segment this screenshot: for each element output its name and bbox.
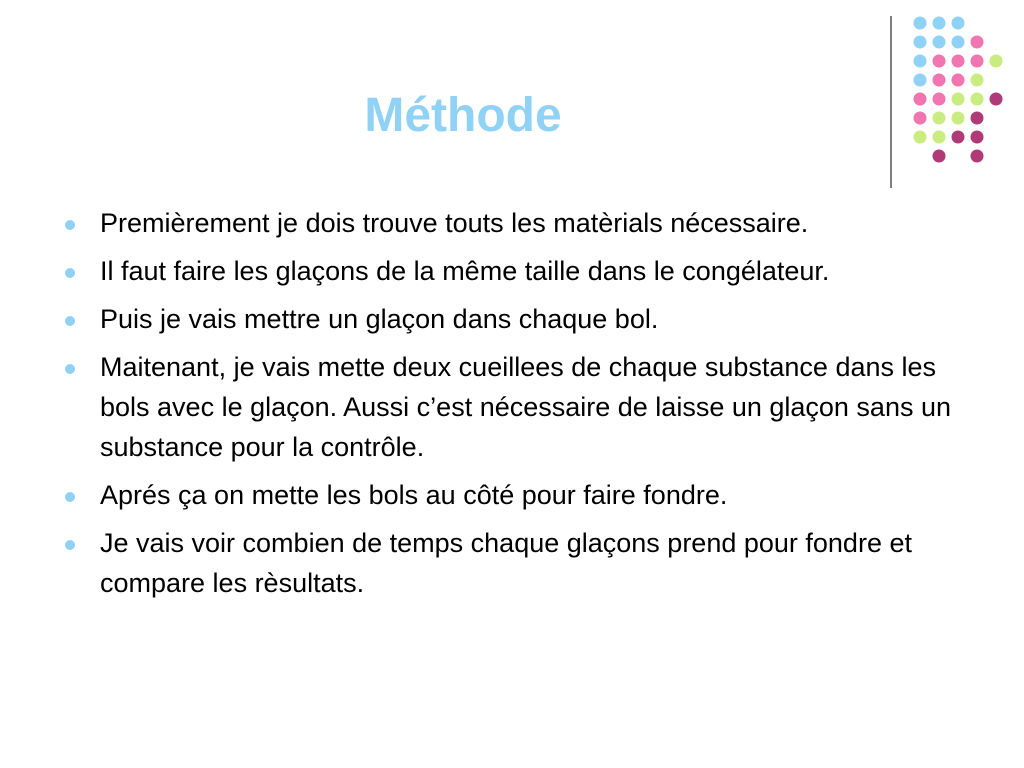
decorative-dot [952,17,965,30]
decorative-dot [933,74,946,87]
decorative-dot [971,131,984,144]
bullet-text: Premièrement je dois trouve touts les matèrials nécessaire. [100,208,809,238]
bullet-text: Je vais voir combien de temps chaque glaçons prend pour fondre et compare les rèsultats. [100,528,912,598]
decorative-dot [914,131,927,144]
decorative-dot [933,36,946,49]
bullet-text: Aprés ça on mette les bols au côté pour faire fondre. [100,480,728,510]
bullet-icon [65,492,75,502]
decorative-dot-pattern [0,0,1024,200]
bullet-list [62,203,962,611]
decorative-dot [971,55,984,68]
bullet-text: Maitenant, je vais mette deux cueillees de chaque substance dans les bols avec le glaçon. Aussi c’est nécessaire de laisse un glaçon sans un substance pour la contrôle. [100,352,952,462]
bullet-item [62,475,962,515]
decorative-dot [914,93,927,106]
decorative-dot [914,36,927,49]
bullet-item [62,523,962,603]
decorative-dot [933,17,946,30]
decorative-dot [990,55,1003,68]
bullet-text: Il faut faire les glaçons de la même taille dans le congélateur. [100,256,830,286]
bullet-item [62,251,962,291]
bullet-icon [65,268,75,278]
decorative-dot [952,36,965,49]
decorative-dot [952,131,965,144]
decorative-dot [971,93,984,106]
decorative-dot [933,93,946,106]
decorative-dot [971,74,984,87]
decorative-dot [914,112,927,125]
decorative-dot [952,55,965,68]
bullet-text: Puis je vais mettre un glaçon dans chaque bol. [100,304,659,334]
decorative-dot [914,74,927,87]
bullet-icon [65,364,75,374]
decorative-dot [952,74,965,87]
decorative-dot [933,112,946,125]
decorative-dot [933,55,946,68]
bullet-item [62,203,962,243]
bullet-icon [65,540,75,550]
decorative-dot [952,112,965,125]
decorative-dot [971,112,984,125]
decorative-dot [952,93,965,106]
decorative-dot [971,36,984,49]
decorative-dot [933,150,946,163]
decorative-dot [971,150,984,163]
decorative-dot [933,131,946,144]
decorative-dot [990,93,1003,106]
decorative-dot [914,17,927,30]
bullet-item [62,299,962,339]
bullet-item [62,347,962,467]
decorative-dot [914,55,927,68]
bullet-icon [65,316,75,326]
bullet-icon [65,220,75,230]
slide-title: Méthode [364,89,562,142]
